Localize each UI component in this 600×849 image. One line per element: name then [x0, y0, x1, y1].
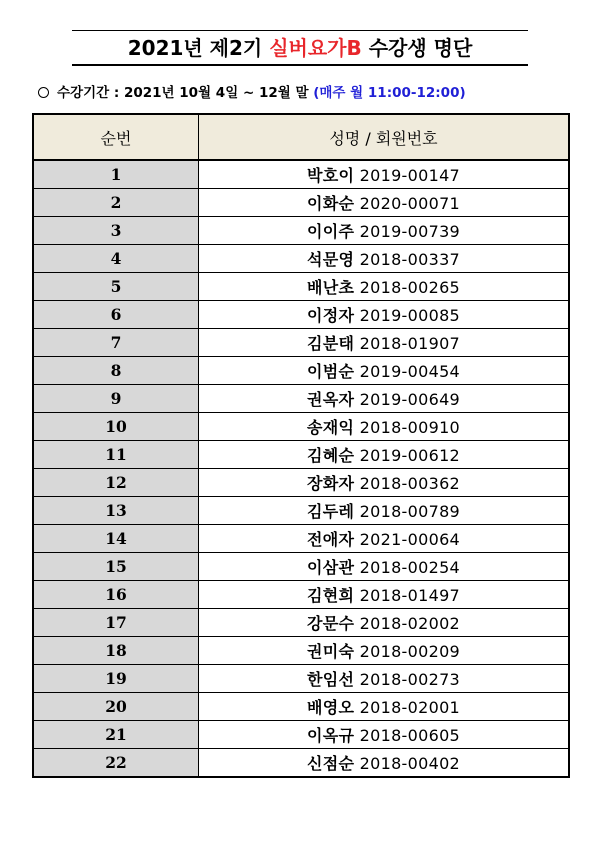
member-name: 한임선	[306, 670, 355, 689]
table-row	[33, 469, 569, 497]
member-id: 2019-00649	[359, 390, 461, 409]
member-cell	[199, 357, 570, 385]
table-row	[33, 357, 569, 385]
circle-bullet-icon	[38, 87, 49, 98]
table-row	[33, 721, 569, 749]
row-number: 22	[33, 749, 199, 778]
member-id: 2018-02002	[359, 614, 461, 633]
row-number: 6	[33, 301, 199, 329]
member-name: 강문수	[306, 614, 355, 633]
title-prefix: 2021년 제2기	[127, 36, 270, 60]
member-cell	[199, 245, 570, 273]
row-number: 10	[33, 413, 199, 441]
row-number: 8	[33, 357, 199, 385]
course-period	[38, 84, 466, 102]
row-number: 16	[33, 581, 199, 609]
member-name: 이삼관	[306, 558, 355, 577]
row-number: 21	[33, 721, 199, 749]
member-id: 2018-00337	[359, 250, 461, 269]
row-number: 1	[33, 160, 199, 189]
row-number: 13	[33, 497, 199, 525]
member-name: 김두레	[306, 502, 355, 521]
member-name: 석문영	[306, 250, 355, 269]
member-id: 2018-02001	[359, 698, 461, 717]
member-id: 2018-00254	[359, 558, 461, 577]
member-name: 이범순	[306, 362, 355, 381]
member-name: 김혜순	[306, 446, 355, 465]
member-id: 2018-01497	[359, 586, 461, 605]
period-schedule: (매주 월 11:00-12:00)	[313, 85, 466, 101]
title-suffix: 수강생 명단	[361, 36, 473, 60]
member-cell	[199, 581, 570, 609]
row-number: 18	[33, 637, 199, 665]
table-row	[33, 301, 569, 329]
table-row	[33, 413, 569, 441]
student-roster-table	[32, 113, 570, 778]
document-title-bar	[72, 30, 528, 66]
member-id: 2019-00085	[359, 306, 461, 325]
member-name: 권옥자	[306, 390, 355, 409]
member-cell	[199, 160, 570, 189]
table-row	[33, 497, 569, 525]
document-title	[72, 31, 528, 65]
table-row	[33, 217, 569, 245]
row-number: 5	[33, 273, 199, 301]
table-row	[33, 273, 569, 301]
member-id: 2021-00064	[359, 530, 461, 549]
member-cell	[199, 469, 570, 497]
row-number: 4	[33, 245, 199, 273]
table-row	[33, 189, 569, 217]
member-cell	[199, 525, 570, 553]
member-name: 전애자	[306, 530, 355, 549]
member-cell	[199, 413, 570, 441]
member-name: 이이주	[306, 222, 355, 241]
table-row	[33, 693, 569, 721]
header-number: 순번	[33, 114, 199, 160]
member-id: 2018-00605	[359, 726, 461, 745]
table-row	[33, 609, 569, 637]
table-row	[33, 665, 569, 693]
member-id: 2018-00910	[359, 418, 461, 437]
header-name-id: 성명 / 회원번호	[199, 114, 570, 160]
row-number: 3	[33, 217, 199, 245]
table-row	[33, 245, 569, 273]
member-cell	[199, 553, 570, 581]
member-cell	[199, 721, 570, 749]
row-number: 19	[33, 665, 199, 693]
table-row	[33, 749, 569, 778]
table-row	[33, 160, 569, 189]
member-name: 박호이	[306, 166, 355, 185]
title-class-name: 실버요가B	[269, 36, 362, 60]
member-name: 이화순	[306, 194, 355, 213]
member-id: 2018-00789	[359, 502, 461, 521]
member-cell	[199, 609, 570, 637]
member-id: 2018-00362	[359, 474, 461, 493]
member-name: 신점순	[306, 754, 355, 773]
member-cell	[199, 693, 570, 721]
member-name: 배난초	[306, 278, 355, 297]
member-id: 2019-00739	[359, 222, 461, 241]
table-header-row	[33, 114, 569, 160]
member-id: 2018-00265	[359, 278, 461, 297]
table-row	[33, 329, 569, 357]
member-name: 이옥규	[306, 726, 355, 745]
row-number: 2	[33, 189, 199, 217]
row-number: 17	[33, 609, 199, 637]
row-number: 11	[33, 441, 199, 469]
member-id: 2019-00612	[359, 446, 461, 465]
member-id: 2018-00402	[359, 754, 461, 773]
period-label: 수강기간 : 2021년 10월 4일 ~ 12월 말	[57, 85, 314, 101]
member-name: 김분태	[306, 334, 355, 353]
member-id: 2018-01907	[359, 334, 461, 353]
row-number: 9	[33, 385, 199, 413]
table-row	[33, 441, 569, 469]
table-row	[33, 525, 569, 553]
member-cell	[199, 497, 570, 525]
member-cell	[199, 385, 570, 413]
table-row	[33, 637, 569, 665]
member-id: 2019-00147	[359, 166, 461, 185]
member-cell	[199, 217, 570, 245]
member-cell	[199, 637, 570, 665]
member-cell	[199, 329, 570, 357]
member-name: 송재익	[306, 418, 355, 437]
row-number: 7	[33, 329, 199, 357]
row-number: 20	[33, 693, 199, 721]
table-row	[33, 553, 569, 581]
row-number: 12	[33, 469, 199, 497]
member-id: 2019-00454	[359, 362, 461, 381]
row-number: 14	[33, 525, 199, 553]
table-body	[33, 160, 569, 777]
member-name: 배영오	[306, 698, 355, 717]
table-row	[33, 385, 569, 413]
member-id: 2018-00209	[359, 642, 461, 661]
table-row	[33, 581, 569, 609]
member-cell	[199, 665, 570, 693]
member-cell	[199, 189, 570, 217]
member-name: 이정자	[306, 306, 355, 325]
member-cell	[199, 749, 570, 778]
member-cell	[199, 441, 570, 469]
member-name: 권미숙	[306, 642, 355, 661]
member-id: 2020-00071	[359, 194, 461, 213]
member-name: 장화자	[306, 474, 355, 493]
member-id: 2018-00273	[359, 670, 461, 689]
member-cell	[199, 301, 570, 329]
member-cell	[199, 273, 570, 301]
row-number: 15	[33, 553, 199, 581]
member-name: 김현희	[306, 586, 355, 605]
